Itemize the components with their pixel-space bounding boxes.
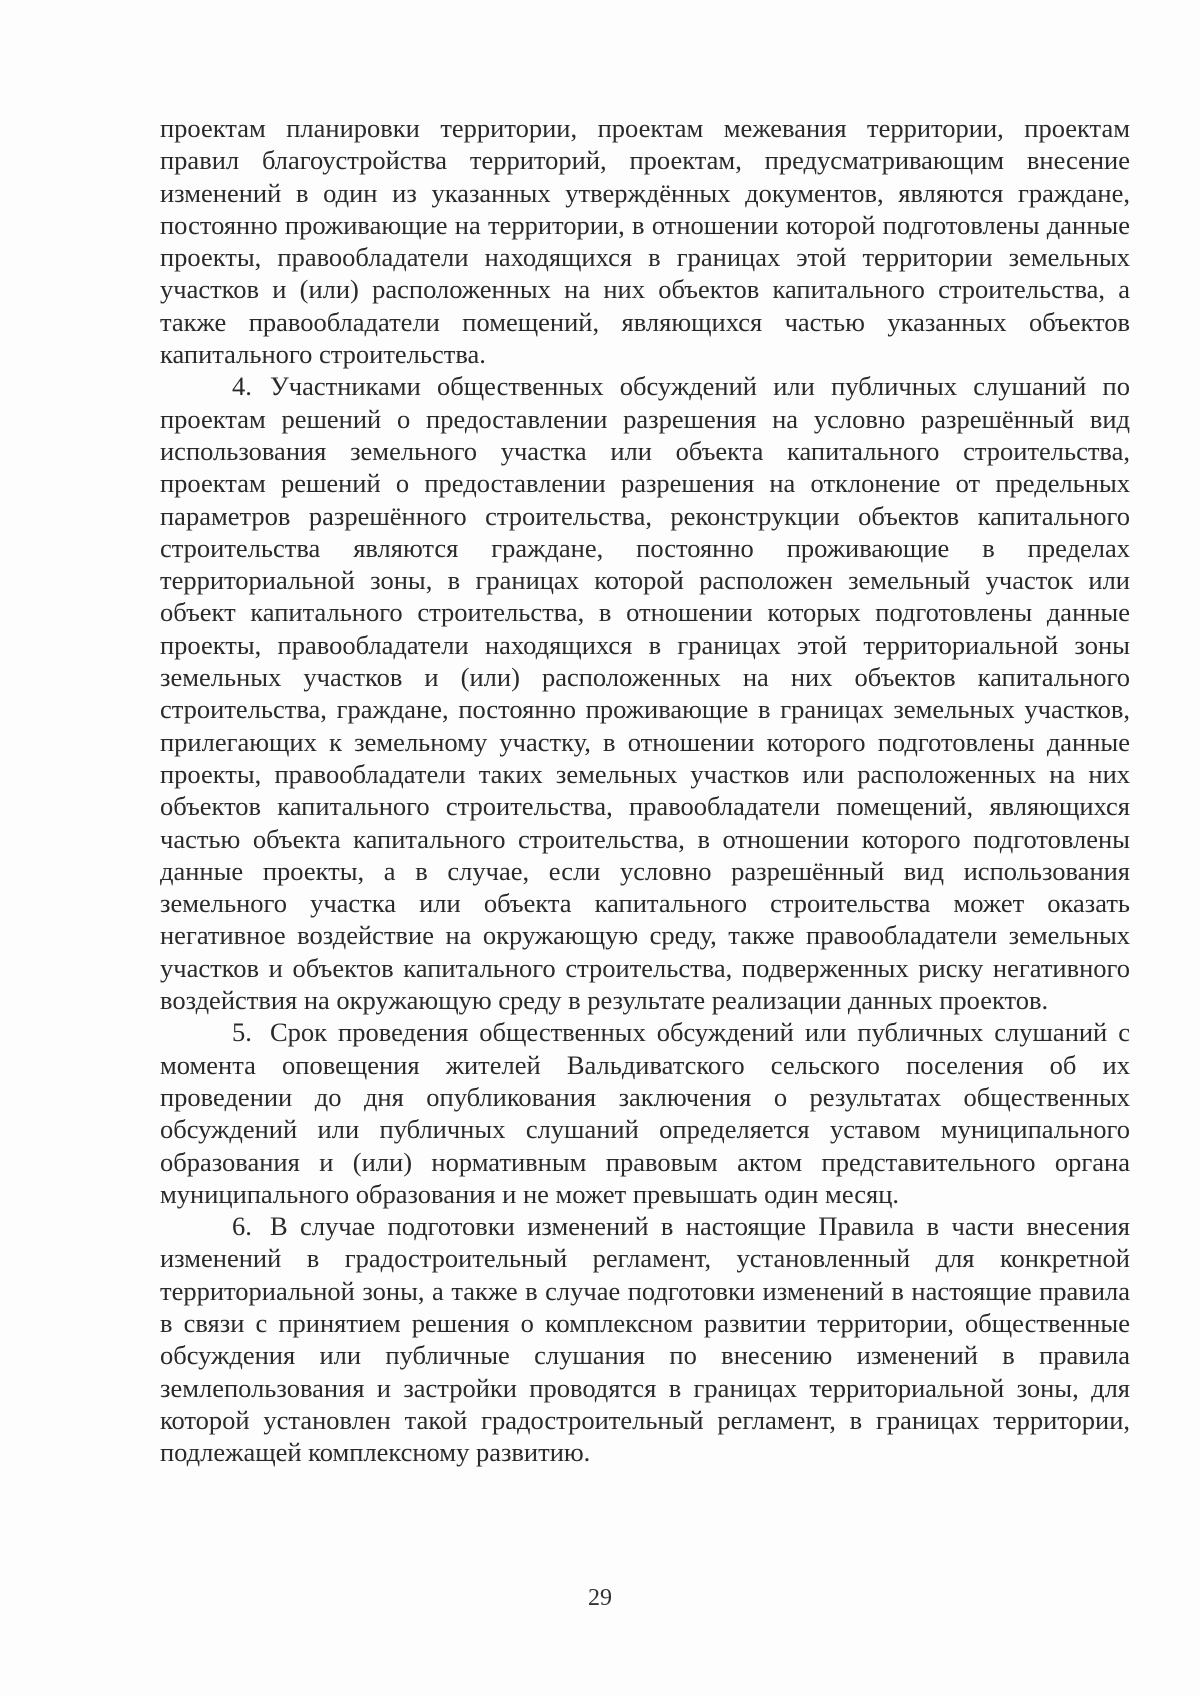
page-number: 29: [588, 1585, 612, 1611]
paragraph-number: 4.: [232, 371, 252, 402]
paragraph-text: проектам планировки территории, проектам межевания территории, проектам правил благоустройства территорий, проектам, предусматривающим внесение изменений в один из указанных утверждённых документов, являются граждане, постоянно проживающие на территории, в отношении которой подготовлены данные проекты, правообладатели находящихся в границах этой территории земельных участков и (или) расположенных на них объектов капитального строительства, а также правообладатели помещений, являющихся частью указанных объектов капитального строительства.: [160, 113, 1130, 370]
paragraph-continuation: [160, 112, 1130, 370]
paragraph-text: В случае подготовки изменений в настоящие Правила в части внесения изменений в градостроительный регламент, установленный для конкретной территориальной зоны, а также в случае подготовки изменений в настоящие правила в связи с принятием решения о комплексном развитии территории, общественные обсуждения или публичные слушания по внесению изменений в правила землепользования и застройки проводятся в границах территориальной зоны, для которой установлен такой градостроительный регламент, в границах территории, подлежащей комплексному развитию.: [160, 1211, 1130, 1468]
paragraph-4: [160, 370, 1130, 1016]
paragraph-number: 6.: [232, 1211, 252, 1242]
paragraph-text: Срок проведения общественных обсуждений или публичных слушаний с момента оповещения жителей Вальдиватского сельского поселения об их проведении до дня опубликования заключения о результатах общественных обсуждений или публичных слушаний определяется уставом муниципального образования и (или) нормативным правовым актом представительного органа муниципального образования и не может превышать один месяц.: [160, 1017, 1130, 1209]
body-text: [160, 112, 1130, 1468]
paragraph-6: [160, 1210, 1130, 1468]
paragraph-5: [160, 1016, 1130, 1210]
paragraph-number: 5.: [232, 1017, 252, 1048]
paragraph-text: Участниками общественных обсуждений или публичных слушаний по проектам решений о предоставлении разрешения на условно разрешённый вид использования земельного участка или объекта капитального строительства, проектам решений о предоставлении разрешения на отклонение от предельных параметров разрешённого строительства, реконструкции объектов капитального строительства являются граждане, постоянно проживающие в пределах территориальной зоны, в границах которой расположен земельный участок или объект капитального строительства, в отношении которых подготовлены данные проекты, правообладатели находящихся в границах этой территориальной зоны земельных участков и (или) расположенных на них объектов капитального строительства, граждане, постоянно проживающие в границах земельных участков, прилегающих к земельному участку, в отношении которого подготовлены данные проекты, правообладатели таких земельных участков или расположенных на них объектов капитального строительства, правообладатели помещений, являющихся частью объекта капитального строительства, в отношении которого подготовлены данные проекты, а в случае, если условно разрешённый вид использования земельного участка или объекта капитального строительства может оказать негативное воздействие на окружающую среду, также правообладатели земельных участков и объектов капитального строительства, подверженных риску негативного воздействия на окружающую среду в результате реализации данных проектов.: [160, 371, 1130, 1016]
